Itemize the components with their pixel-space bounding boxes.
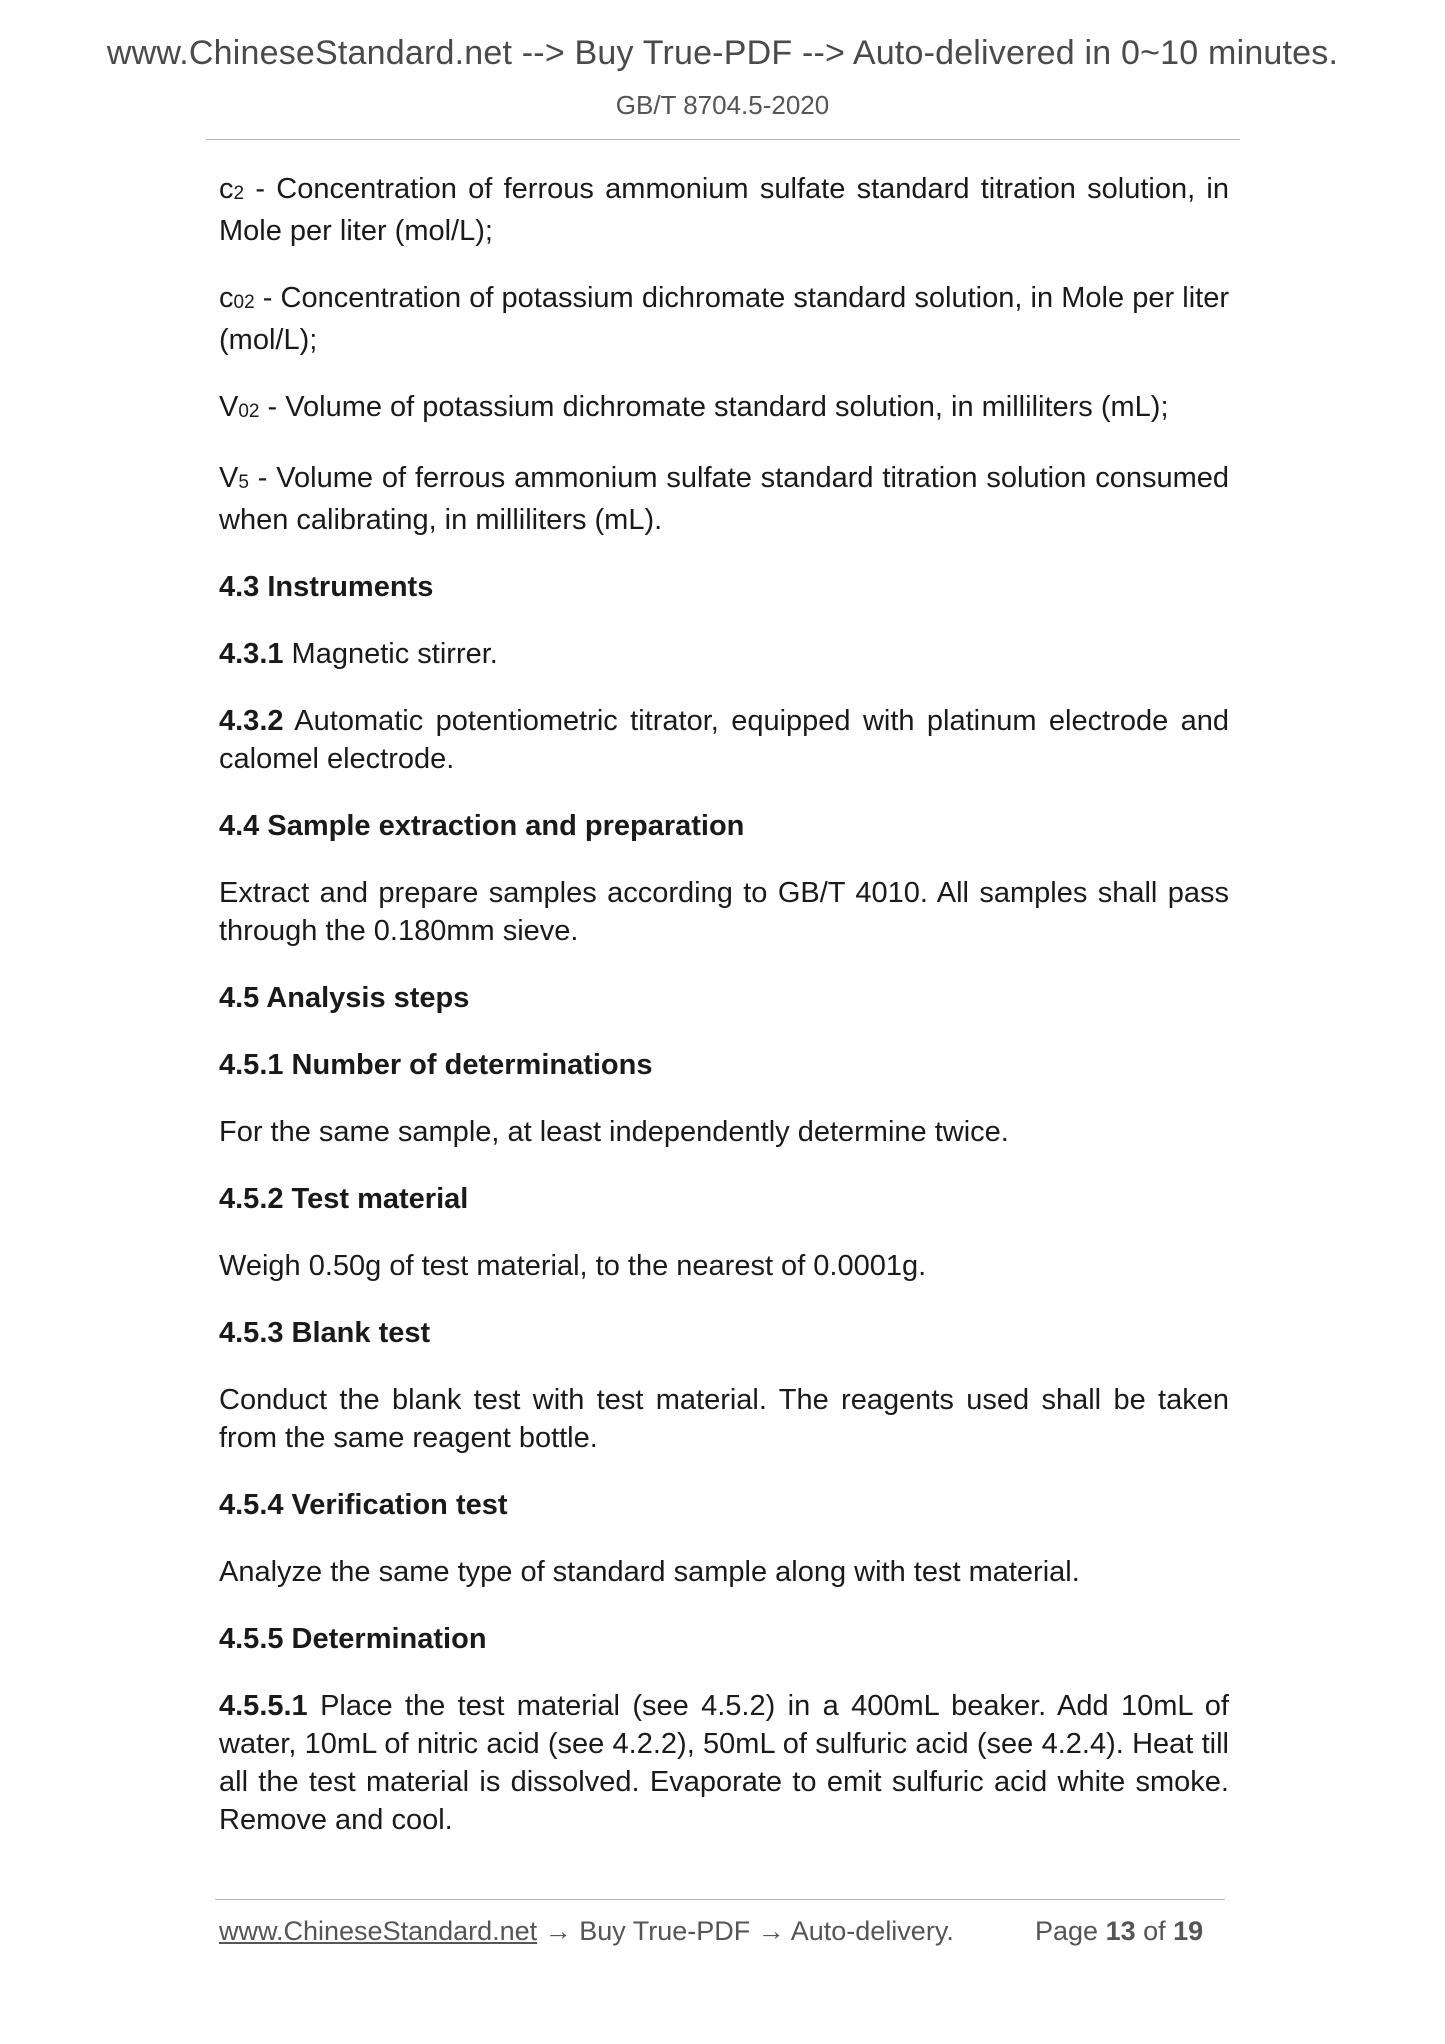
symbol-c: c [219,173,234,205]
definition-text: - Concentration of potassium dichromate standard solution, in Mole per liter (mol/L); [219,282,1229,356]
section-heading-4-5-2: 4.5.2 Test material [219,1183,469,1215]
footer-promo [219,1916,954,1947]
definition-c2 [219,170,1229,250]
symbol-subscript: 02 [233,292,255,313]
definition-text: - Volume of potassium dichromate standard solution, in milliliters (mL); [259,391,1169,423]
footer-promo-text: → Buy True-PDF → Auto-delivery. [537,1916,954,1946]
symbol-subscript: 02 [238,401,260,422]
definition-text: - Volume of ferrous ammonium sulfate standard titration solution consumed when calibrating, in milliliters (mL). [219,462,1229,536]
definition-text: - Concentration of ferrous ammonium sulfate standard titration solution, in Mole per liter (mol/L); [219,173,1229,247]
document-body [219,170,1229,1868]
footer-website-link[interactable]: www.ChineseStandard.net [219,1916,538,1946]
top-banner: www.ChineseStandard.net --> Buy True-PDF --> Auto-delivered in 0~10 minutes. [106,34,1339,72]
section-heading-4-4: 4.4 Sample extraction and preparation [219,810,745,842]
paragraph-4-5-4: Analyze the same type of standard sample along with test material. [219,1556,1080,1588]
page-label: Page [1035,1916,1106,1946]
paragraph-4-5-2: Weigh 0.50g of test material, to the nearest of 0.0001g. [219,1250,927,1282]
definition-c02 [219,279,1229,359]
definition-v5 [219,459,1229,539]
symbol-subscript: 5 [238,472,249,493]
clause-text: Place the test material (see 4.5.2) in a 400mL beaker. Add 10mL of water, 10mL of nitric acid (see 4.2.2), 50mL of sulfuric acid (see 4.2.4). Heat till all the test material is dissolved. Evaporate to emit sulfuric acid white smoke. Remove and cool. [219,1690,1229,1836]
page-indicator [1035,1916,1203,1947]
paragraph-4-5-3: Conduct the blank test with test material. The reagents used shall be taken from the same reagent bottle. [219,1384,1229,1454]
total-pages-number: 19 [1173,1916,1204,1946]
footer-divider [215,1899,1225,1900]
section-heading-4-5-3: 4.5.3 Blank test [219,1317,431,1349]
section-heading-4-5: 4.5 Analysis steps [219,982,470,1014]
section-heading-4-5-4: 4.5.4 Verification test [219,1489,508,1521]
symbol-subscript: 2 [233,183,245,204]
clause-text: Magnetic stirrer. [283,638,498,670]
clause-text: Automatic potentiometric titrator, equipped with platinum electrode and calomel electrode. [219,705,1229,775]
clause-4-5-5-1 [219,1687,1229,1839]
clause-number: 4.3.1 [219,638,284,670]
symbol-c: c [219,282,234,314]
paragraph-4-4: Extract and prepare samples according to GB/T 4010. All samples shall pass through the 0.180mm sieve. [219,877,1229,947]
symbol-v: V [219,391,239,423]
document-code: GB/T 8704.5-2020 [615,90,830,120]
header-divider [206,139,1240,140]
section-heading-4-5-5: 4.5.5 Determination [219,1623,487,1655]
symbol-v: V [219,462,239,494]
clause-number: 4.5.5.1 [219,1690,308,1722]
section-heading-4-5-1: 4.5.1 Number of determinations [219,1049,653,1081]
section-heading-4-3: 4.3 Instruments [219,571,434,603]
current-page-number: 13 [1105,1916,1136,1946]
paragraph-4-5-1: For the same sample, at least independently determine twice. [219,1116,1009,1148]
clause-4-3-2 [219,702,1229,778]
clause-4-3-1 [219,635,1229,673]
of-label: of [1135,1916,1174,1946]
definition-v02 [219,388,1229,430]
clause-number: 4.3.2 [219,705,284,737]
